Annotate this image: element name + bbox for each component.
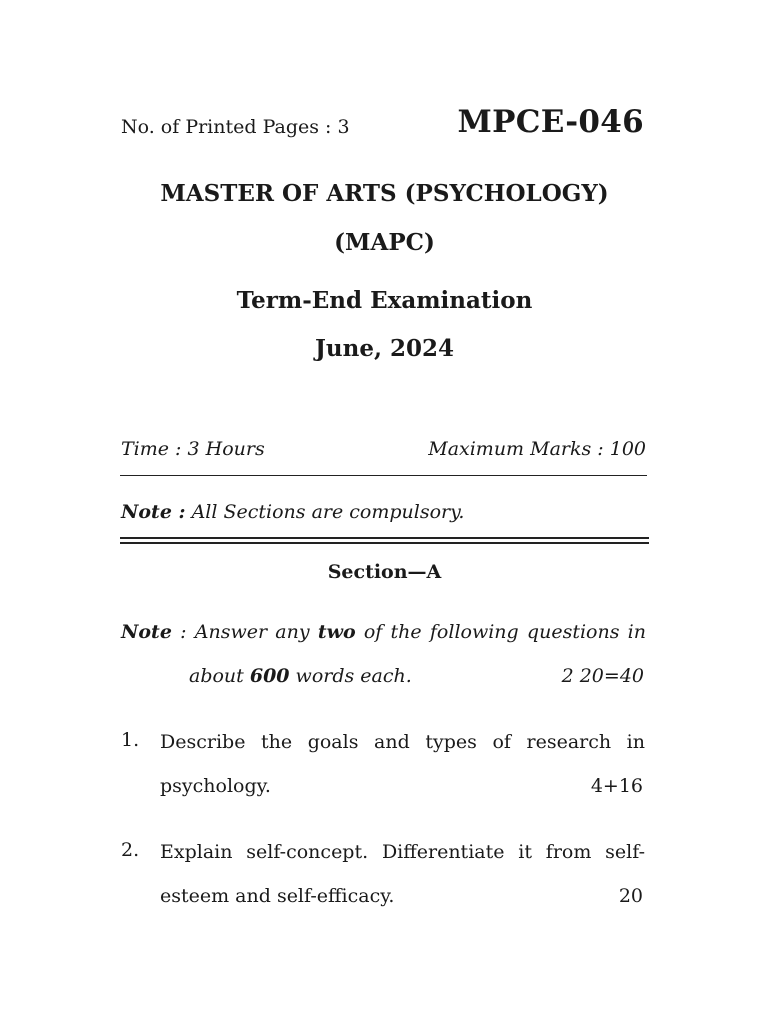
section-note-line-1 bbox=[121, 610, 646, 654]
printed-pages-count: No. of Printed Pages : 3 bbox=[121, 116, 350, 138]
section-note-text-d: words each. bbox=[289, 665, 412, 687]
section-note-text-a: : Answer any bbox=[171, 621, 318, 643]
question-number: 2. bbox=[121, 839, 140, 861]
section-note-emphasis-count: two bbox=[317, 621, 356, 643]
double-rule-bottom bbox=[120, 542, 649, 544]
question-text-line-2 bbox=[160, 764, 645, 808]
section-note-label: Note bbox=[121, 621, 172, 643]
programme-title: MASTER OF ARTS (PSYCHOLOGY) bbox=[160, 180, 609, 207]
paper-code: MPCE-046 bbox=[457, 104, 644, 140]
question-1 bbox=[160, 720, 645, 808]
question-number: 1. bbox=[121, 729, 140, 751]
programme-abbreviation: (MAPC) bbox=[334, 229, 435, 256]
question-text-line-2 bbox=[160, 874, 645, 918]
section-marks-scheme: 2 20=40 bbox=[561, 665, 644, 687]
question-marks: 4+16 bbox=[590, 775, 643, 797]
exam-type: Term-End Examination bbox=[236, 287, 533, 314]
question-2 bbox=[160, 830, 645, 918]
paper-header bbox=[121, 104, 646, 148]
maximum-marks: Maximum Marks : 100 bbox=[428, 438, 646, 460]
section-note-line-2 bbox=[189, 654, 646, 698]
question-text-tail: psychology. bbox=[160, 775, 271, 797]
question-text-line-1: Explain self-concept. Differentiate it from self- bbox=[160, 841, 645, 863]
double-rule-top bbox=[120, 537, 649, 539]
section-note-text-c: about bbox=[189, 665, 250, 687]
section-note-text-b: of the following questions in bbox=[355, 621, 646, 643]
question-text-tail: esteem and self-efficacy. bbox=[160, 885, 395, 907]
horizontal-rule bbox=[120, 475, 647, 476]
section-note-emphasis-words: 600 bbox=[249, 665, 290, 687]
question-text-line-1: Describe the goals and types of research in bbox=[160, 731, 645, 753]
general-note-label: Note : bbox=[121, 501, 186, 523]
general-note bbox=[121, 501, 464, 523]
question-marks: 20 bbox=[618, 885, 643, 907]
exam-session: June, 2024 bbox=[315, 335, 454, 362]
section-title: Section—A bbox=[327, 561, 442, 583]
general-note-text: All Sections are compulsory. bbox=[185, 501, 465, 523]
exam-duration: Time : 3 Hours bbox=[121, 438, 265, 460]
